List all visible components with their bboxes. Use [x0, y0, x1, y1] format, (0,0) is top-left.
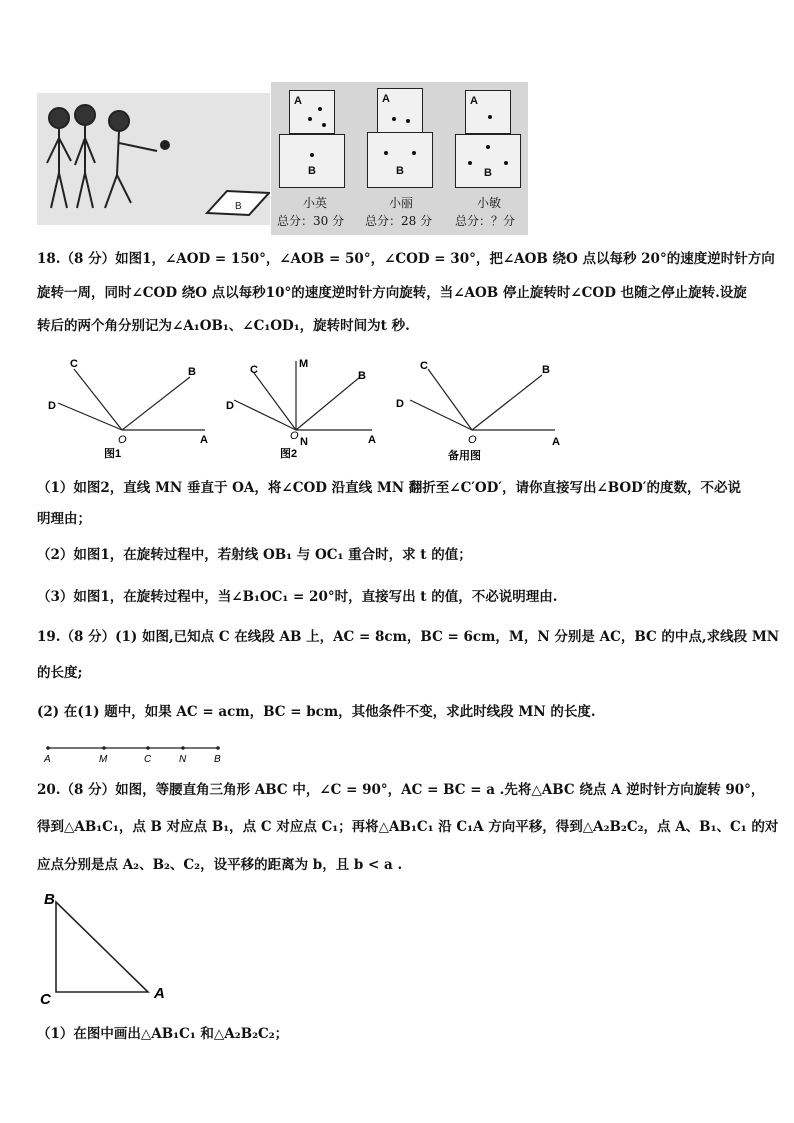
dot — [468, 161, 472, 165]
q18-sub1-line-2: 明理由； — [37, 511, 91, 527]
label-b: B — [214, 754, 221, 765]
card-label-a: A — [470, 95, 478, 107]
svg-text:B: B — [235, 201, 242, 212]
label-c: C — [250, 364, 258, 376]
children-game-illustration — [37, 93, 270, 225]
q20-line-1: 20.（8 分）如图，等腰直角三角形 ABC 中，∠C = 90°，AC = BC = a .先将△ABC 绕点 A 逆时针方向旋转 90°， — [37, 782, 765, 798]
q18-line-2: 旋转一周，同时∠COD 绕O 点以每秒10°的速度逆时针方向旋转，当∠AOB 停止旋转时∠COD 也随之停止旋转.设旋 — [37, 285, 747, 301]
label-b: B — [188, 366, 196, 378]
ray-ob — [296, 377, 360, 430]
ray-od — [234, 400, 296, 430]
figure-caption: 图2 — [280, 448, 298, 460]
dot — [384, 151, 388, 155]
ray-oc — [74, 369, 122, 430]
dot — [406, 119, 410, 123]
card-large-3 — [455, 134, 521, 188]
q18-line-3: 转后的两个角分别记为∠A₁OB₁、∠C₁OD₁，旋转时间为t 秒. — [37, 318, 410, 334]
dot — [504, 161, 508, 165]
point-a — [46, 746, 50, 750]
label-c: C — [70, 358, 78, 370]
dot — [318, 107, 322, 111]
label-o: O — [468, 434, 477, 446]
dot — [486, 145, 490, 149]
q18-figure-2 — [220, 355, 395, 465]
card-large-1 — [279, 134, 345, 188]
card-label-b: B — [396, 165, 404, 177]
label-o: O — [290, 430, 299, 442]
ray-ob — [472, 375, 542, 430]
point-b — [216, 746, 220, 750]
card-label-b: B — [484, 167, 492, 179]
student-score: 总分：28 分 — [365, 214, 433, 228]
ray-od — [410, 400, 472, 430]
label-a: A — [200, 434, 208, 446]
label-a: A — [154, 985, 165, 1002]
label-a: A — [552, 436, 560, 448]
triangle-abc — [56, 902, 148, 992]
label-a: A — [44, 754, 51, 765]
children-throwing-picture — [37, 93, 270, 225]
figure-caption: 图1 — [104, 448, 122, 460]
card-label-b: B — [308, 165, 316, 177]
point-m — [102, 746, 106, 750]
label-d: D — [396, 398, 404, 410]
point-c — [146, 746, 150, 750]
label-b: B — [44, 891, 55, 908]
student-score: 总分：？分 — [455, 214, 516, 228]
dot — [322, 123, 326, 127]
label-c: C — [144, 754, 152, 765]
ray-od — [58, 403, 122, 430]
q18-line-1: 18.（8 分）如图1，∠AOD = 150°，∠AOB = 50°，∠COD = 30°，把∠AOB 绕O 点以每秒 20°的速度逆时针方向 — [37, 251, 775, 267]
point-n — [181, 746, 185, 750]
student-name: 小丽 — [389, 196, 414, 210]
q19-line-2: 的长度; — [37, 665, 83, 681]
student-name: 小敏 — [477, 196, 502, 210]
dot — [310, 153, 314, 157]
ray-oc — [254, 373, 296, 430]
cards-panel — [271, 82, 528, 235]
label-d: D — [48, 400, 56, 412]
label-c: C — [420, 360, 428, 372]
label-d: D — [226, 400, 234, 412]
ray-ob — [122, 377, 190, 430]
q20-triangle-figure — [36, 890, 176, 1010]
ray-oc — [428, 369, 472, 430]
q18-sub1-line-1: （1）如图2，直线 MN 垂直于 OA，将∠COD 沿直线 MN 翻折至∠C′OD′，请你直接写出∠BOD′的度数，不必说 — [37, 480, 741, 496]
label-b: B — [542, 364, 550, 376]
dot — [392, 117, 396, 121]
q18-sub3: （3）如图1，在旋转过程中，当∠B₁OC₁ = 20°时，直接写出 t 的值，不必说明理由. — [37, 589, 558, 605]
dot — [488, 115, 492, 119]
q20-line-2: 得到△AB₁C₁，点 B 对应点 B₁，点 C 对应点 C₁；再将△AB₁C₁ 沿 C₁A 方向平移，得到△A₂B₂C₂，点 A、B₁、C₁ 的对 — [37, 819, 779, 835]
q19-segment-figure — [40, 740, 240, 766]
q20-line-3: 应点分别是点 A₂、B₂、C₂，设平移的距离为 b，且 b < a . — [37, 857, 403, 873]
label-a: A — [368, 434, 376, 446]
label-c: C — [40, 991, 51, 1008]
q20-sub1: （1）在图中画出△AB₁C₁ 和△A₂B₂C₂； — [37, 1026, 289, 1042]
card-large-2 — [367, 132, 433, 188]
label-o: O — [118, 434, 127, 446]
q19-line-3: (2) 在(1) 题中，如果 AC = acm，BC = bcm，其他条件不变，求此时线段 MN 的长度. — [37, 704, 596, 720]
label-m: M — [299, 358, 309, 370]
card-small-1 — [289, 90, 335, 134]
card-small-2 — [377, 88, 423, 134]
card-label-a: A — [382, 93, 390, 105]
card-small-3 — [465, 90, 511, 134]
q18-figure-1 — [40, 355, 225, 465]
student-name: 小英 — [303, 196, 328, 210]
dot — [308, 117, 312, 121]
student-score: 总分：30 分 — [277, 214, 345, 228]
label-n: N — [179, 754, 187, 765]
dot — [412, 151, 416, 155]
figure-caption: 备用图 — [448, 450, 481, 462]
q18-sub2: （2）如图1，在旋转过程中，若射线 OB₁ 与 OC₁ 重合时，求 t 的值； — [37, 547, 472, 563]
q19-line-1: 19.（8 分）(1) 如图,已知点 C 在线段 AB 上，AC = 8cm，BC = 6cm，M，N 分别是 AC，BC 的中点,求线段 MN — [37, 629, 780, 645]
label-n: N — [300, 436, 308, 448]
card-label-a: A — [294, 95, 302, 107]
label-m: M — [99, 754, 108, 765]
label-b: B — [358, 370, 366, 382]
q18-figure-3 — [390, 355, 575, 465]
